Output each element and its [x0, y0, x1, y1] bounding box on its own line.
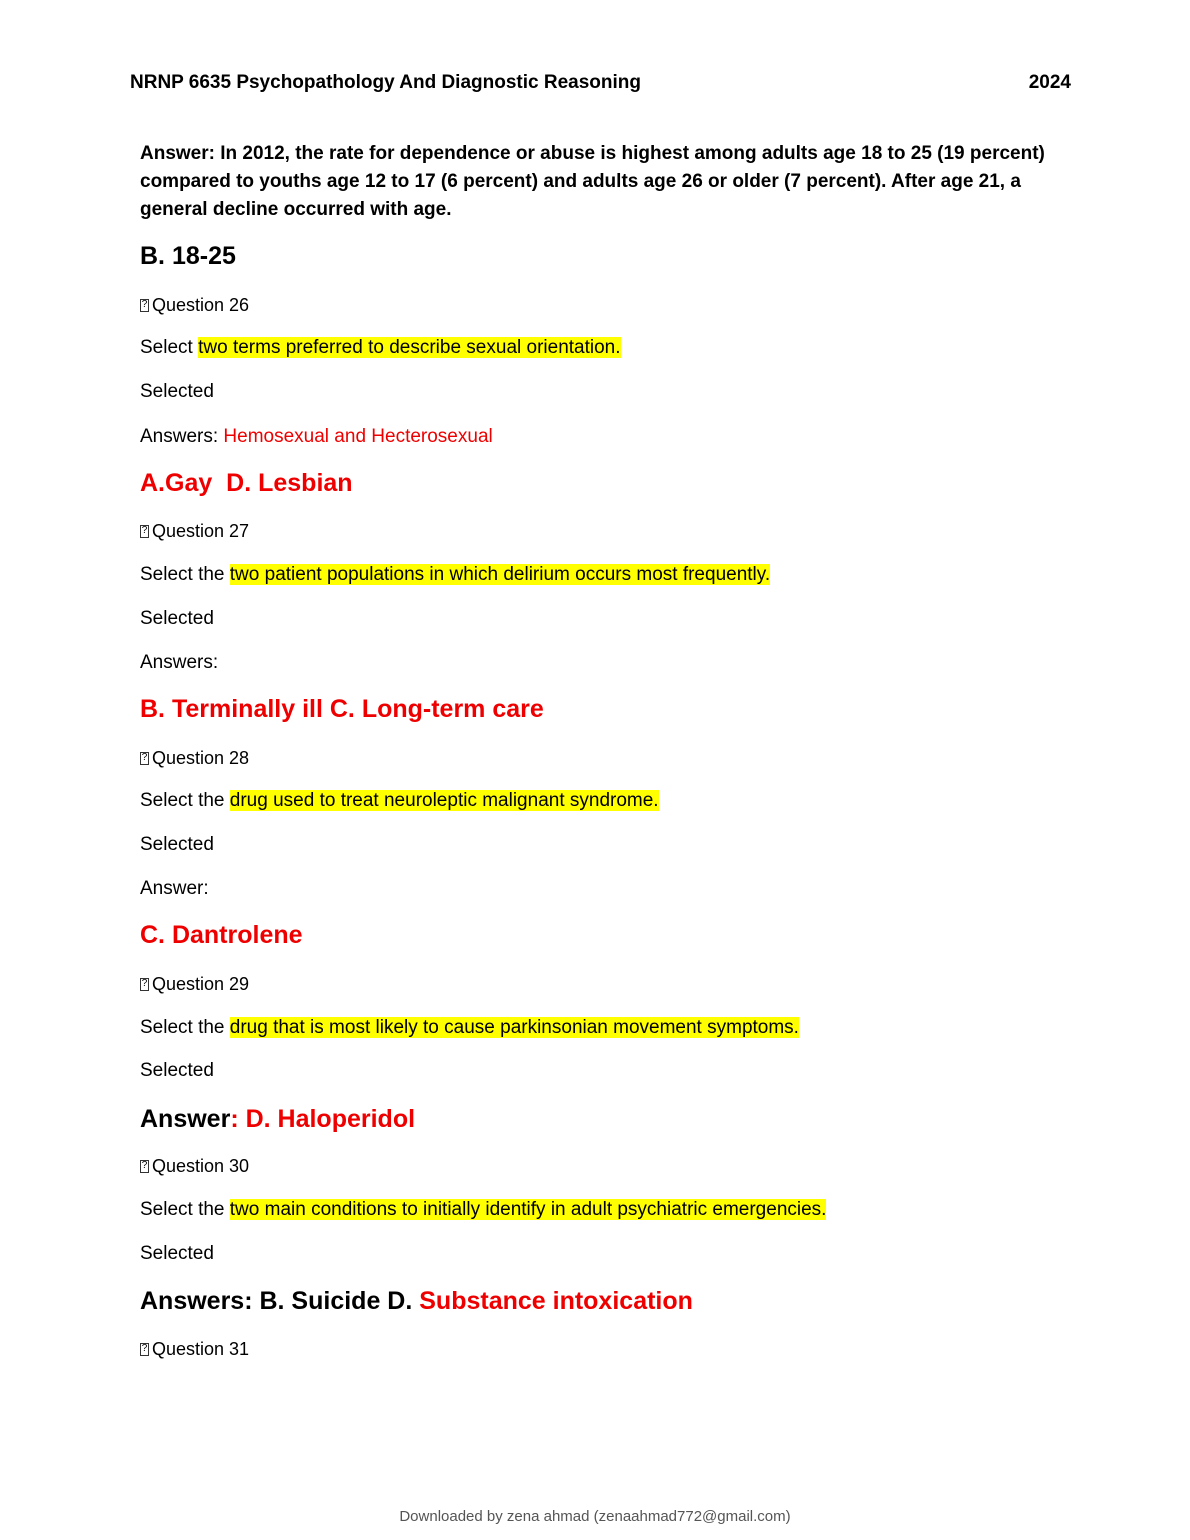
question-28-answers: Answer: — [140, 878, 209, 899]
question-27-answer: B. Terminally ill C. Long-term care — [140, 695, 544, 723]
question-28-answer: C. Dantrolene — [140, 921, 303, 949]
highlighted-text: drug that is most likely to cause parkinsonian movement symptoms. — [229, 1017, 799, 1038]
question-26-answer: A.Gay D. Lesbian — [140, 469, 353, 497]
highlighted-text: two patient populations in which delirium occurs most frequently. — [229, 564, 771, 585]
question-30-answer: Answers: B. Suicide D. Substance intoxication — [140, 1287, 693, 1315]
highlighted-text: two terms preferred to describe sexual orientation. — [198, 337, 621, 358]
missing-glyph-icon — [140, 978, 149, 991]
question-26-answers: Answers: Hemosexual and Hecterosexual — [140, 426, 493, 447]
intro-answer: Answer: In 2012, the rate for dependence or abuse is highest among adults age 18 to 25 (19 percent) compared to youths age 12 to 17 (6 percent) and adults age 26 or older (7 percent). After age 21, a general decline occurred with age. — [140, 143, 1045, 220]
highlighted-text: two main conditions to initially identify in adult psychiatric emergencies. — [229, 1199, 827, 1220]
question-29-answer: Answer: D. Haloperidol — [140, 1105, 416, 1133]
question-30-prompt: Select the two main conditions to initially identify in adult psychiatric emergencies. — [140, 1199, 827, 1220]
question-27-label: ?Question 27 — [140, 521, 249, 542]
question-27-prompt: Select the two patient populations in which delirium occurs most frequently. — [140, 564, 771, 585]
missing-glyph-icon — [140, 1343, 149, 1356]
missing-glyph-icon — [140, 299, 149, 312]
missing-glyph-icon — [140, 1160, 149, 1173]
question-29-label: ?Question 29 — [140, 974, 249, 995]
question-28-prompt: Select the drug used to treat neuroleptic malignant syndrome. — [140, 790, 659, 811]
question-28-selected: Selected — [140, 834, 214, 855]
question-29-prompt: Select the drug that is most likely to cause parkinsonian movement symptoms. — [140, 1017, 799, 1038]
question-31-label: ?Question 31 — [140, 1339, 249, 1360]
question-26-label: ?Question 26 — [140, 295, 249, 316]
question-30-label: ?Question 30 — [140, 1156, 249, 1177]
question-27-selected: Selected — [140, 608, 214, 629]
header-year: 2024 — [1028, 72, 1071, 93]
question-26-selected: Selected — [140, 381, 214, 402]
question-27-answers: Answers: — [140, 652, 219, 673]
question-30-selected: Selected — [140, 1243, 214, 1264]
question-29-selected: Selected — [140, 1060, 214, 1081]
question-28-label: ?Question 28 — [140, 748, 249, 769]
question-26-prompt: Select two terms preferred to describe sexual orientation. — [140, 337, 621, 358]
missing-glyph-icon — [140, 525, 149, 538]
download-footer: Downloaded by zena ahmad (zenaahmad772@gmail.com) — [399, 1508, 791, 1525]
header-title: NRNP 6635 Psychopathology And Diagnostic Reasoning — [130, 72, 641, 93]
highlighted-text: drug used to treat neuroleptic malignant syndrome. — [229, 790, 659, 811]
missing-glyph-icon — [140, 752, 149, 765]
answer-25: B. 18-25 — [140, 242, 236, 270]
